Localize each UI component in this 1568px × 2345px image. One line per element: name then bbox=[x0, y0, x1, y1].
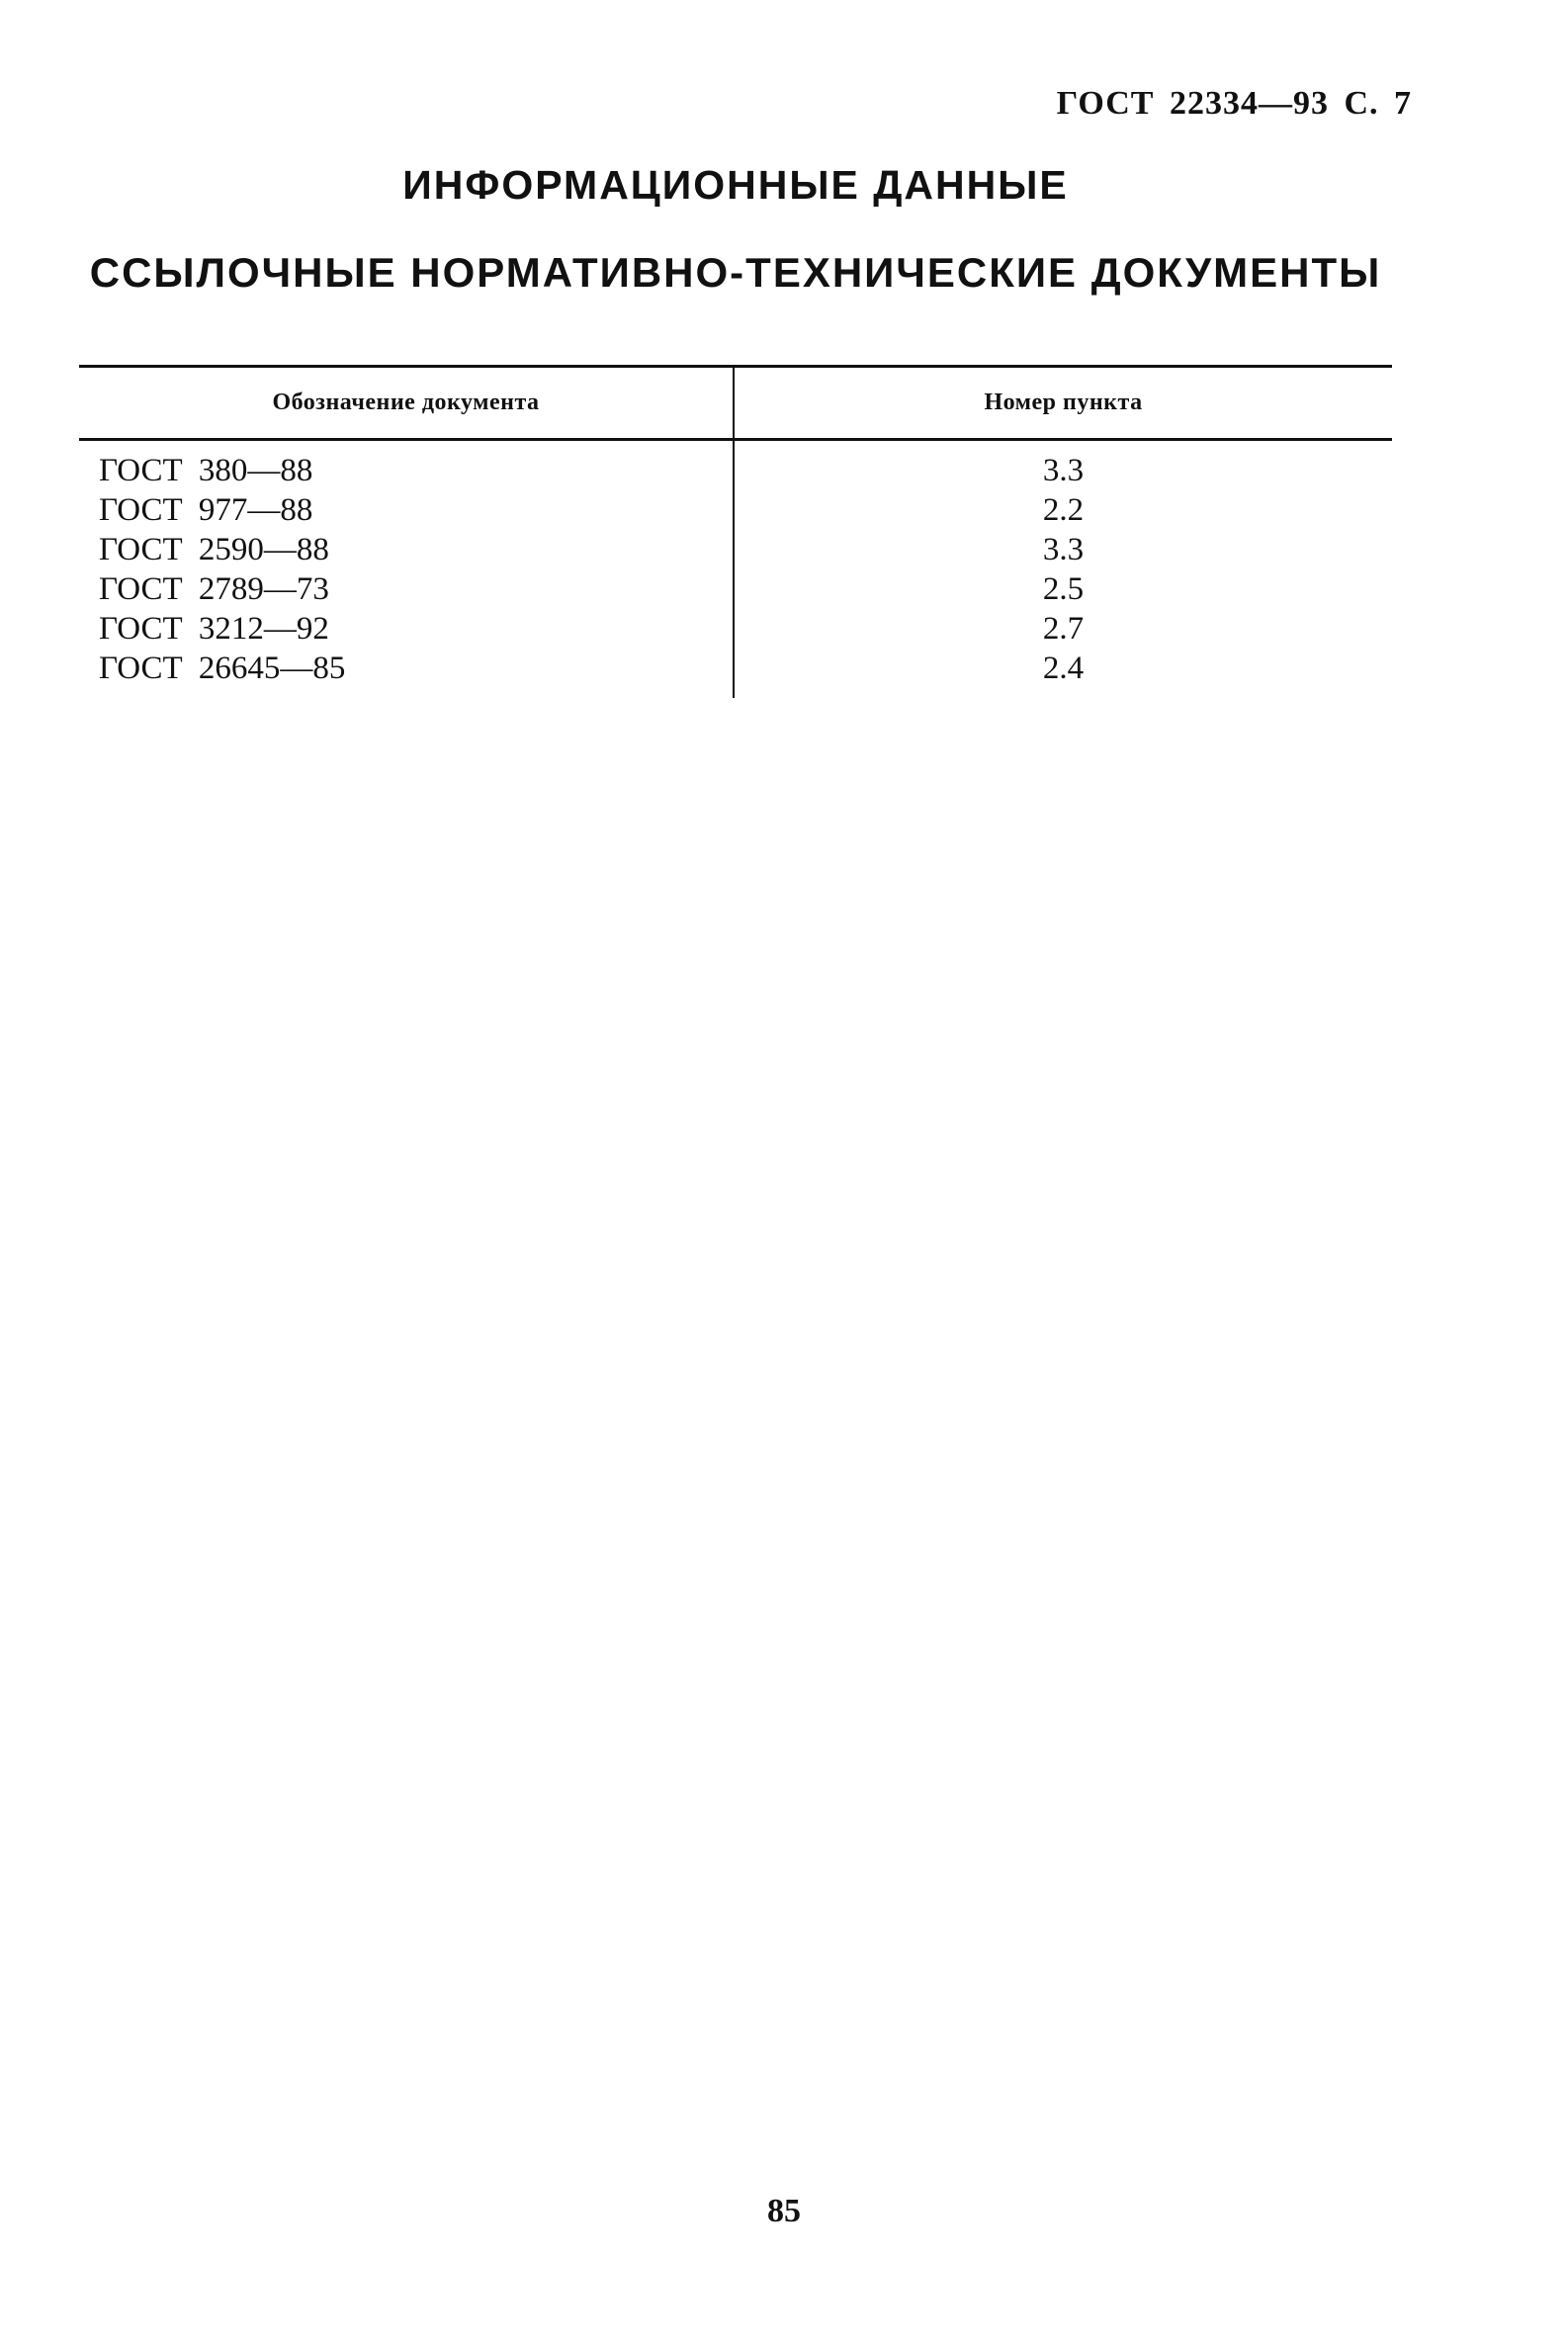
cell-document: ГОСТ 2789—73 bbox=[79, 569, 734, 609]
cell-clause: 2.7 bbox=[1042, 611, 1085, 647]
cell-clause: 3.3 bbox=[1042, 532, 1085, 567]
table-row bbox=[79, 530, 1392, 569]
table-row bbox=[79, 569, 1392, 609]
section-title: ИНФОРМАЦИОННЫЕ ДАННЫЕ bbox=[402, 162, 1069, 208]
table-row bbox=[79, 649, 1392, 698]
references-table bbox=[79, 365, 1392, 698]
cell-document: ГОСТ 2590—88 bbox=[79, 530, 734, 569]
table-row bbox=[79, 440, 1392, 491]
cell-clause: 2.4 bbox=[1042, 651, 1085, 686]
cell-clause: 2.2 bbox=[1042, 492, 1085, 528]
column-header-clause: Номер пункта bbox=[984, 390, 1143, 415]
page-header-standard-ref: ГОСТ 22334—93 С. 7 bbox=[1056, 85, 1412, 122]
references-table-body bbox=[79, 440, 1392, 699]
table-row bbox=[79, 609, 1392, 649]
cell-document: ГОСТ 26645—85 bbox=[79, 649, 734, 698]
page-number: 85 bbox=[767, 2193, 801, 2229]
cell-document: ГОСТ 977—88 bbox=[79, 490, 734, 530]
column-header-document: Обозначение документа bbox=[79, 367, 734, 440]
cell-clause: 3.3 bbox=[1042, 453, 1085, 488]
header-row bbox=[79, 367, 1392, 440]
references-table-header bbox=[79, 367, 1392, 440]
section-subtitle: ССЫЛОЧНЫЕ НОРМАТИВНО-ТЕХНИЧЕСКИЕ ДОКУМЕНТЫ bbox=[89, 249, 1382, 296]
cell-clause: 2.5 bbox=[1042, 571, 1085, 607]
table-row bbox=[79, 490, 1392, 530]
cell-document: ГОСТ 380—88 bbox=[79, 440, 734, 491]
cell-document: ГОСТ 3212—92 bbox=[79, 609, 734, 649]
